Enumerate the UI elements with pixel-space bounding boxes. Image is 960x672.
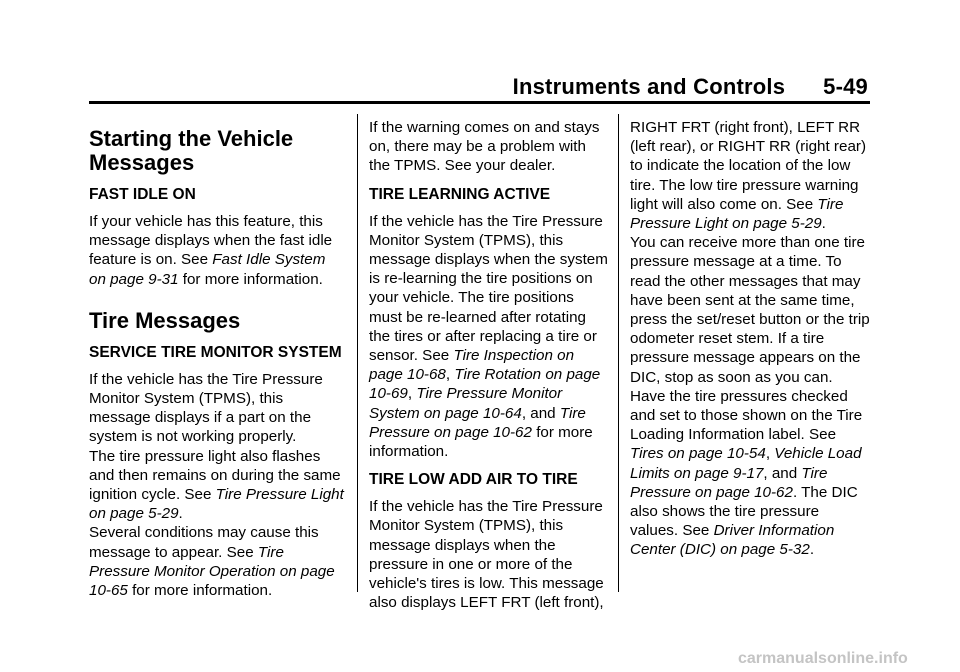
text: The tire pressure light also flashes and then remains on during the same ignition cycle. See bbox=[89, 447, 341, 504]
text: for more information. bbox=[127, 582, 273, 600]
text: RIGHT FRT (right front), LEFT RR (left rear), or RIGHT RR (right rear) to indicate the location of the low tire. The low tire pressure warning light will also come on. See bbox=[630, 119, 866, 213]
xref-tires[interactable]: Tires on page 10-54 bbox=[630, 445, 766, 463]
text: . bbox=[178, 505, 183, 523]
text: If the vehicle has the Tire Pressure Monitor System (TPMS), this message displays when the system is re-learning the tire positions on your vehicle. The tire positions must be re-learned after rotating the tires or after replacing a tire or sensor. See bbox=[369, 212, 608, 365]
page-header bbox=[513, 74, 868, 100]
paragraph-fast-idle bbox=[89, 212, 344, 289]
page-number: 5-49 bbox=[823, 74, 868, 99]
column-divider-2 bbox=[618, 114, 619, 592]
paragraph-multiple-messages: You can receive more than one tire pressure message at a time. To read the other messages that may have been sent at the same time, press the set/reset button or the trip odometer reset stem. If a tire pressure message appears on the DIC, stop as soon as you can. bbox=[630, 234, 870, 386]
paragraph-service-1: If the vehicle has the Tire Pressure Monitor System (TPMS), this message displays if a part on the system is not working properly. bbox=[89, 370, 323, 446]
text: Have the tire pressures checked and set to those shown on the Tire Loading Information label. See bbox=[630, 387, 863, 444]
xref-tire-pressure-light[interactable]: Tire Pressure Light on page 5-29 bbox=[89, 486, 344, 523]
text: , bbox=[765, 445, 775, 463]
column-2 bbox=[369, 118, 609, 612]
text: . The DIC also shows the tire pressure values. See bbox=[630, 483, 858, 540]
paragraph-learning bbox=[369, 212, 609, 462]
xref-tire-inspection[interactable]: Tire Inspection on page 10-68 bbox=[369, 347, 575, 384]
paragraph-have-checked bbox=[630, 387, 870, 560]
xref-dic[interactable]: Driver Information Center (DIC) on page 5-32 bbox=[630, 522, 835, 559]
heading-service-tire-monitor: SERVICE TIRE MONITOR SYSTEM bbox=[89, 343, 342, 361]
column-3 bbox=[630, 118, 870, 560]
header-rule bbox=[89, 101, 870, 104]
column-1 bbox=[89, 118, 344, 600]
xref-fast-idle-system[interactable]: Fast Idle System on page 9-31 bbox=[89, 251, 326, 288]
paragraph-tire-low: If the vehicle has the Tire Pressure Monitor System (TPMS), this message displays when the pressure in one or more of the vehicle's tires is low. This message also displays LEFT FRT (left front), bbox=[369, 498, 604, 612]
xref-tire-rotation[interactable]: Tire Rotation on page 10-69 bbox=[369, 366, 601, 403]
heading-tire-low-add-air: TIRE LOW ADD AIR TO TIRE bbox=[369, 471, 578, 489]
heading-tire-learning-active: TIRE LEARNING ACTIVE bbox=[369, 185, 551, 203]
paragraph-service-3 bbox=[89, 523, 344, 600]
xref-tpms-operation[interactable]: Tire Pressure Monitor Operation on page 10-65 bbox=[89, 543, 335, 600]
text: , bbox=[407, 385, 417, 403]
text: , and bbox=[763, 464, 802, 482]
text: If your vehicle has this feature, this message displays when the fast idle feature is on. See bbox=[89, 213, 333, 269]
text: , and bbox=[521, 404, 560, 422]
heading-fast-idle-on: FAST IDLE ON bbox=[89, 186, 196, 203]
heading-tire-messages: Tire Messages bbox=[89, 307, 241, 333]
text: for more information. bbox=[178, 270, 323, 288]
text: Several conditions may cause this message to appear. See bbox=[89, 524, 319, 561]
xref-tire-pressure-light[interactable]: Tire Pressure Light on page 5-29 bbox=[630, 195, 844, 233]
paragraph-warning: If the warning comes on and stays on, there may be a problem with the TPMS. See your dealer. bbox=[369, 119, 600, 175]
section-title: Instruments and Controls bbox=[512, 74, 786, 99]
text: . bbox=[809, 541, 815, 559]
xref-vehicle-load-limits[interactable]: Vehicle Load Limits on page 9-17 bbox=[630, 445, 862, 482]
watermark: carmanualsonline.info bbox=[738, 650, 908, 667]
xref-tpms[interactable]: Tire Pressure Monitor System on page 10-64 bbox=[369, 385, 563, 422]
xref-tire-pressure[interactable]: Tire Pressure on page 10-62 bbox=[630, 464, 828, 501]
xref-tire-pressure[interactable]: Tire Pressure on page 10-62 bbox=[369, 404, 586, 441]
paragraph-service-2 bbox=[89, 447, 344, 524]
text: , bbox=[445, 366, 455, 384]
text: . bbox=[821, 215, 826, 233]
paragraph-location bbox=[630, 118, 870, 233]
column-divider-1 bbox=[357, 114, 358, 592]
heading-starting-vehicle-messages: Starting the Vehicle Messages bbox=[89, 126, 294, 175]
text: for more information. bbox=[369, 423, 593, 461]
